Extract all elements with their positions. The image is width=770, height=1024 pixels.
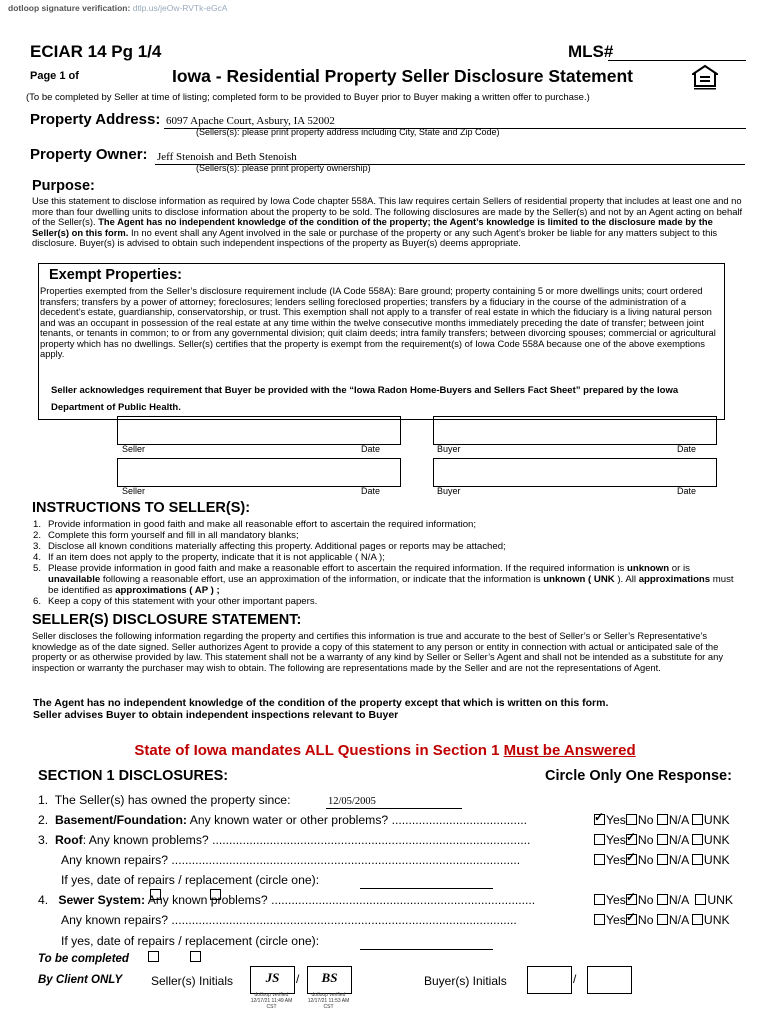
equal-housing-opportunity-icon: [692, 64, 718, 90]
buyer-initial-box-1[interactable]: [527, 966, 572, 994]
question-1: 1. The Seller(s) has owned the property since:: [38, 793, 291, 807]
circle-response-heading: Circle Only One Response:: [545, 768, 732, 784]
response-q2: ✓ Yes No N/A UNK: [594, 813, 730, 827]
buyer-initial-box-2[interactable]: [587, 966, 632, 994]
question-2: 2. Basement/Foundation: Any known water or other problems? ........................................: [38, 813, 528, 827]
unk-checkbox[interactable]: [692, 914, 703, 925]
client-checkbox[interactable]: [148, 951, 159, 962]
na-checkbox[interactable]: [657, 914, 668, 925]
response-q4: Yes✓ No N/A UNK: [594, 893, 733, 907]
stray-checkbox[interactable]: [210, 889, 221, 900]
question-4-date: If yes, date of repairs / replacement (circle one):: [61, 934, 320, 948]
mls-field[interactable]: [608, 59, 746, 61]
exempt-heading: Exempt Properties:: [49, 267, 182, 283]
unk-checkbox[interactable]: [695, 894, 706, 905]
stray-checkbox[interactable]: [150, 889, 161, 900]
response-q3: Yes✓ No N/A UNK: [594, 833, 730, 847]
no-checkbox[interactable]: [626, 854, 637, 865]
buyer-initials-label: Buyer(s) Initials: [424, 974, 507, 988]
question-3-repairs: Any known repairs? .......................................................................................................: [61, 853, 521, 867]
yes-checkbox[interactable]: [594, 854, 605, 865]
seller-initial-box-1[interactable]: JS: [250, 966, 295, 994]
initials-separator: /: [573, 972, 577, 986]
page-of: Page 1 of: [30, 70, 79, 82]
dotloop-stamp: dotloop verified 12/17/21 11:53 AM CST: [307, 992, 350, 1010]
owner-hint: (Sellers(s): please print property ownership): [196, 163, 371, 173]
property-address-label: Property Address:: [30, 111, 161, 128]
owned-since-line: [326, 808, 462, 809]
buyer-signature-box-1[interactable]: [433, 416, 717, 445]
buyer-label: Buyer: [437, 444, 461, 454]
no-checkbox[interactable]: [626, 914, 637, 925]
no-checkbox[interactable]: [626, 814, 637, 825]
repair-date-field[interactable]: [360, 888, 493, 889]
seller-signature-box-1[interactable]: [117, 416, 401, 445]
na-checkbox[interactable]: [657, 834, 668, 845]
form-id: ECIAR 14 Pg 1/4: [30, 42, 162, 61]
unk-checkbox[interactable]: [692, 814, 703, 825]
no-checkbox[interactable]: [626, 894, 637, 905]
seller-statement-heading: SELLER(S) DISCLOSURE STATEMENT:: [32, 612, 302, 628]
question-3-date: If yes, date of repairs / replacement (circle one):: [61, 873, 320, 887]
mandate-banner: State of Iowa mandates ALL Questions in Section 1 Must be Answered: [134, 742, 636, 759]
property-owner-label: Property Owner:: [30, 146, 148, 163]
response-q4-repairs: Yes✓ No N/A UNK: [594, 913, 730, 927]
question-4: 4. Sewer System: Any known problems? ..............................................................................: [38, 893, 536, 907]
agent-note: The Agent has no independent knowledge of the condition of the property except that which is written on this form. Seller advises Buyer to obtain independent inspections relevant to Buyer: [33, 697, 609, 721]
list-item: 3. Disclose all known conditions materially affecting this property. Additional pages or reports may be attached;: [33, 541, 506, 552]
purpose-heading: Purpose:: [32, 178, 95, 194]
yes-checkbox[interactable]: [594, 814, 605, 825]
seller-initials-label: Seller(s) Initials: [151, 974, 234, 988]
question-4-repairs: Any known repairs? ......................................................................................................: [61, 913, 517, 927]
unk-checkbox[interactable]: [692, 834, 703, 845]
na-checkbox[interactable]: [657, 814, 668, 825]
yes-checkbox[interactable]: [594, 894, 605, 905]
buyer-signature-box-2[interactable]: [433, 458, 717, 487]
question-3: 3. Roof: Any known problems? ..............................................................................................: [38, 833, 531, 847]
client-checkbox[interactable]: [190, 951, 201, 962]
section1-heading: SECTION 1 DISCLOSURES:: [38, 768, 229, 784]
yes-checkbox[interactable]: [594, 914, 605, 925]
mls-label: MLS#: [568, 42, 614, 61]
date-label: Date: [361, 486, 381, 496]
client-only-note-2: By Client ONLY: [38, 974, 123, 986]
list-item: 5. Please provide information in good faith and make a reasonable effort to ascertain the required information. If the required information is unknown or is unavailable following a reasonable effort, use an approximation of the information, or indicate that the information is unknown ( UNK ). All approximations must be identified as approximations ( AP ) ;: [33, 563, 734, 596]
seller-statement-text: Seller discloses the following information regarding the property and certifies this information is true and accurate to the best of Seller’s or Seller’s Representative’s knowledge as of the date signed. Seller authorizes Agent to provide a copy of this statement to any person or entity in connection with actual or anticipated sale of the property or as otherwise provided by law. This statement shall not be a warranty of any kind by Seller or Seller’s Agent and shall not be intended as a substitute for any inspection or warranty the purchaser may wish to obtain. The following are representations made by the Seller and are not the representations of Agent.: [32, 630, 724, 673]
na-checkbox[interactable]: [657, 854, 668, 865]
unk-checkbox[interactable]: [692, 854, 703, 865]
property-owner-field[interactable]: Jeff Stenoish and Beth Stenoish: [157, 151, 297, 163]
verification-link[interactable]: dtlp.us/jeOw-RVTk-eGcA: [132, 3, 228, 13]
instructions-list: [33, 519, 743, 607]
seller-signature-box-2[interactable]: [117, 458, 401, 487]
subtitle: (To be completed by Seller at time of listing; completed form to be provided to Buyer prior to Buyer making a written offer to purchase.): [26, 92, 590, 103]
dotloop-stamp: dotloop verified 12/17/21 11:49 AM CST: [250, 992, 293, 1010]
seller-initial-box-2[interactable]: BS: [307, 966, 352, 994]
yes-checkbox[interactable]: [594, 834, 605, 845]
owned-since-field[interactable]: 12/05/2005: [328, 796, 376, 807]
no-checkbox[interactable]: [626, 834, 637, 845]
seller-label: Seller: [122, 444, 146, 454]
instructions-heading: INSTRUCTIONS TO SELLER(S):: [32, 500, 251, 516]
purpose-text: Use this statement to disclose information as required by Iowa Code chapter 558A. This law requires certain Sellers of residential property that includes at least one and no more than four dwelling units to disclose information about the property to be sold. The following disclosures are made by the Seller(s) and not by an Agent acting on behalf of the Seller(s). The Agent has no independent knowledge of the condition of the property; the Agent’s knowledge is limited to the disclosure made by the Seller(s) on this form. In no event shall any Agent involved in the sale or purchase of the property or any such Agent’s broker be liable for any matters subject to this disclosure. Buyer(s) is advised to obtain such independent inspections of the property as Buyer(s) deems appropriate.: [32, 195, 743, 248]
date-label: Date: [677, 444, 697, 454]
list-item: 1. Provide information in good faith and make all reasonable effort to ascertain the required information;: [33, 519, 477, 530]
date-label: Date: [677, 486, 697, 496]
page-title: Iowa - Residential Property Seller Disclosure Statement: [172, 66, 633, 86]
na-checkbox[interactable]: [657, 894, 668, 905]
list-item: 2. Complete this form yourself and fill in all mandatory blanks;: [33, 530, 299, 541]
repair-date-field[interactable]: [360, 949, 493, 950]
response-q3-repairs: Yes✓ No N/A UNK: [594, 853, 730, 867]
dotloop-verification: dotloop signature verification: dtlp.us/jeOw-RVTk-eGcA: [8, 3, 228, 13]
exempt-text: Properties exempted from the Seller’s disclosure requirement include (IA Code 558A): Bare ground; property containing 5 or more dwellings units; court ordered transfers; transfers by a power of attorney; foreclosures; lenders selling foreclosed properties; transfers by a fiduciary in the course of the administration of a decedent’s estate, guardianship, conservatorship, or trust. This exemption shall not apply to a transfer of real estate in which the fiduciary is a living natural person and was an occupant in possession of the real estate at any time within the twelve consecutive months immediately preceding the date of transfer; between joint tenants, or tenants in common; to or from any governmental division; quit claim deeds; intra family transfers; between divorcing spouses; commercial or agricultural property which has no dwellings. Seller(s) certifies that the property is exempt from the requirement(s) of Iowa Code 558A because one of the above exemptions apply.: [40, 285, 716, 359]
list-item: 4. If an item does not apply to the property, indicate that it is not applicable ( N/A );: [33, 552, 385, 563]
date-label: Date: [361, 444, 381, 454]
property-address-field[interactable]: 6097 Apache Court, Asbury, IA 52002: [166, 115, 335, 127]
seller-label: Seller: [122, 486, 146, 496]
radon-acknowledgement: Seller acknowledges requirement that Buyer be provided with the “Iowa Radon Home-Buyers and Sellers Fact Sheet” prepared by the Iowa Department of Public Health.: [51, 385, 679, 413]
initials-separator: /: [296, 972, 300, 986]
list-item: 6. Keep a copy of this statement with your other important papers.: [33, 596, 318, 607]
buyer-label: Buyer: [437, 486, 461, 496]
client-only-note-1: To be completed: [38, 953, 129, 965]
address-hint: (Sellers(s): please print property address including City, State and Zip Code): [196, 127, 500, 137]
